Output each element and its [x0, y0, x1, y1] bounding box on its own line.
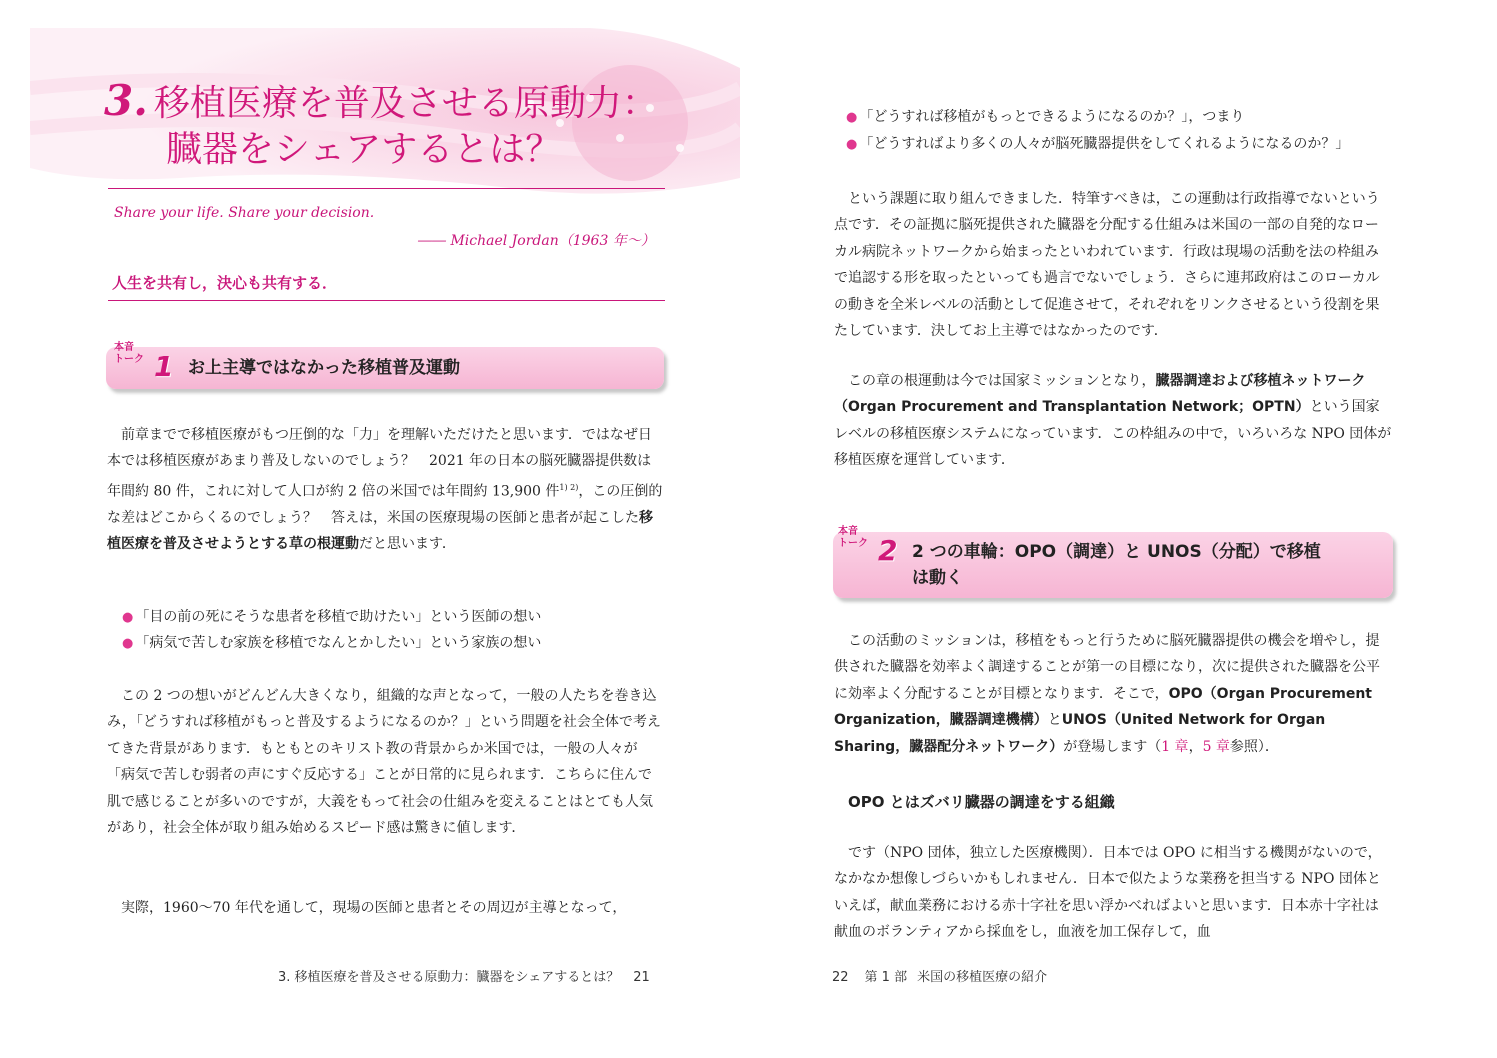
right-bullet-1-text: 「どうすれば移植がもっとできるようになるのか？」，つまり: [859, 109, 1245, 125]
bullet-dot-icon: ●: [122, 636, 134, 651]
opo-definition: OPO（Organ Procurement Organization，臓器調達機構）: [834, 685, 1372, 729]
quote-top-rule: [108, 188, 665, 189]
left-paragraph-1-mid: ，この圧倒的な差はどこからくるのでしょう？ 答えは，米国の医療現場の医師と患者が起こした: [107, 483, 663, 526]
right-paragraph-3-tail1: が登場します（: [1063, 738, 1162, 755]
right-page: [748, 0, 1497, 1058]
section-1-heading: お上主導ではなかった移植普及運動: [188, 358, 460, 378]
left-paragraph-2: この 2 つの想いがどんどん大きくなり，組織的な声となって，一般の人たちを巻き込み，「どうすれば移植がもっと普及するようになるのか？」という問題を社会全体で考えてきた背景があります．もともとのキリスト教の背景からか米国では，一般の人々が「病気で苦しむ弱者の声にすぐ反応する」ことが日常的に見られます．こちらに住んで肌で感じることが多いのですが，大義をもって社会の仕組みを変えることはとても人気があり，社会全体が取り組み始めるスピード感は驚きに値します．: [107, 688, 661, 837]
section-1-tag-label-1: 本音: [114, 342, 134, 353]
right-paragraph-4: です（NPO 団体，独立した医療機関）．日本では OPO に相当する機関がないので，なかなか想像しづらいかもしれません．日本で似たような業務を担当する NPO 団体といえば，献血業務における赤十字社を思い浮かべればよいと思います．日本赤十字社は献血のボランティアから採血をし，血液を加工保存して，血: [834, 845, 1382, 941]
right-paragraph-2: [834, 368, 1392, 474]
chapter-1-ref-link[interactable]: 1 章: [1161, 738, 1189, 755]
left-bullet-2: [122, 630, 541, 657]
unos-definition: UNOS（United Network for Organ Sharing，臓器配分ネットワーク）: [834, 712, 1326, 755]
section-2-tag-label-1: 本音: [838, 526, 858, 537]
bullet-dot-icon: ●: [122, 610, 134, 625]
ref-separator: ，: [1188, 738, 1203, 755]
right-paragraph-3-lead: この活動のミッションは，移植をもっと行うために脳死臓器提供の機会を増やし，提供された臓器を効率よく調達することが第一の目標になり，次に提供された臓器を公平に効率よく分配することが目標となります．そこで，: [834, 633, 1380, 702]
left-bullet-1-text: 「目の前の死にそうな患者を移植で助けたい」という医師の想い: [135, 609, 542, 625]
right-paragraph-1: という課題に取り組んできました．特筆すべきは，この運動は行政指導でないという点です．その証拠に脳死提供された臓器を分配する仕組みは米国の一部の自発的なローカル病院ネットワークから始まったといわれています．行政は現場の活動を法の枠組みで追認する形を取ったといっても過言でないでしょう．さらに連邦政府はこのローカルの動きを全米レベルの活動として促進させて，それぞれをリンクさせるという役割を果たしています．決してお上主導ではなかったのです．: [834, 191, 1380, 340]
left-paragraph-1: [107, 422, 665, 558]
right-paragraph-3-mid: と: [1047, 712, 1062, 729]
left-page: [0, 0, 748, 1058]
section-2-tag-label-2: トーク: [838, 538, 868, 549]
opo-subheading: OPO とはズバリ臓器の調達をする組織: [848, 793, 1115, 811]
section-2-number: 2: [878, 534, 898, 567]
epigraph-english: Share your life. Share your decision.: [114, 205, 375, 221]
right-footer: [832, 966, 1047, 985]
part-title: 米国の移植医療の紹介: [917, 970, 1048, 985]
right-paragraph-3-tail2: 参照）．: [1229, 738, 1279, 755]
right-bullet-2-text: 「どうすればより多くの人々が脳死臓器提供をしてくれるようになるのか？」: [859, 136, 1350, 152]
bullet-dot-icon: ●: [846, 137, 858, 152]
section-1-tag: [114, 342, 174, 386]
chapter-number: 3.: [104, 76, 148, 125]
part-label: 第 1 部: [864, 970, 908, 985]
right-paragraph-2-tail: という国家レベルの移植医療システムになっています．この枠組みの中で，いろいろな NPO 団体が移植医療を運営しています．: [834, 399, 1392, 469]
left-paragraph-1-tail: だと思います．: [359, 536, 456, 553]
footnote-ref: 1) 2): [559, 482, 579, 492]
right-paragraph-2-lead: この章の根運動は今では国家ミッションとなり，: [834, 373, 1156, 389]
left-paragraph-1-lead: 前章までで移植医療がもつ圧倒的な「力」を理解いただけたと思います．ではなぜ日本では移植医療があまり普及しないのでしょう？ 2021 年の日本の脳死臓器提供数は年間約 80 件，これに対して人口が約 2 倍の米国では年間約 13,900 件: [107, 427, 652, 500]
left-footer: [278, 966, 664, 985]
right-bullet-2: [846, 131, 1349, 158]
quote-bottom-rule: [108, 300, 665, 301]
right-paragraph-3: [834, 628, 1392, 760]
left-paragraph-3: 実際，1960～70 年代を通して，現場の医師と患者とその周辺が主導となって，: [107, 900, 627, 916]
left-bullet-2-text: 「病気で苦しむ家族を移植でなんとかしたい」という家族の想い: [135, 635, 542, 651]
left-paragraph-1-bold: 移植医療を普及させようとする草の根運動: [107, 509, 653, 553]
section-1-tag-label-2: トーク: [114, 354, 144, 365]
chapter-5-ref-link[interactable]: 5 章: [1202, 738, 1230, 755]
epigraph-japanese: 人生を共有し，決心も共有する．: [112, 274, 338, 292]
section-1-number: 1: [154, 350, 174, 383]
running-title: 3. 移植医療を普及させる原動力：臓器をシェアするとは？: [278, 970, 620, 985]
chapter-title-line2: 臓器をシェアするとは？: [166, 129, 562, 170]
epigraph-author: ―― Michael Jordan（1963 年～）: [418, 233, 655, 249]
page-number-left: 21: [633, 970, 650, 985]
section-2-tag: [838, 526, 898, 570]
right-paragraph-2-bold: 臓器調達および移植ネットワーク（Organ Procurement and Transplantation Network；OPTN）: [834, 373, 1366, 416]
bullet-dot-icon: ●: [846, 110, 858, 125]
chapter-title-line1: 移植医療を普及させる原動力：: [153, 83, 658, 124]
section-2-heading-line2: は動く: [912, 568, 963, 588]
right-bullet-1: [846, 104, 1244, 131]
section-2-heading-line1: 2 つの車輪：OPO（調達）と UNOS（分配）で移植: [912, 542, 1321, 562]
chapter-title: [104, 78, 658, 173]
page-number-right: 22: [832, 970, 849, 985]
left-bullet-1: [122, 604, 541, 631]
